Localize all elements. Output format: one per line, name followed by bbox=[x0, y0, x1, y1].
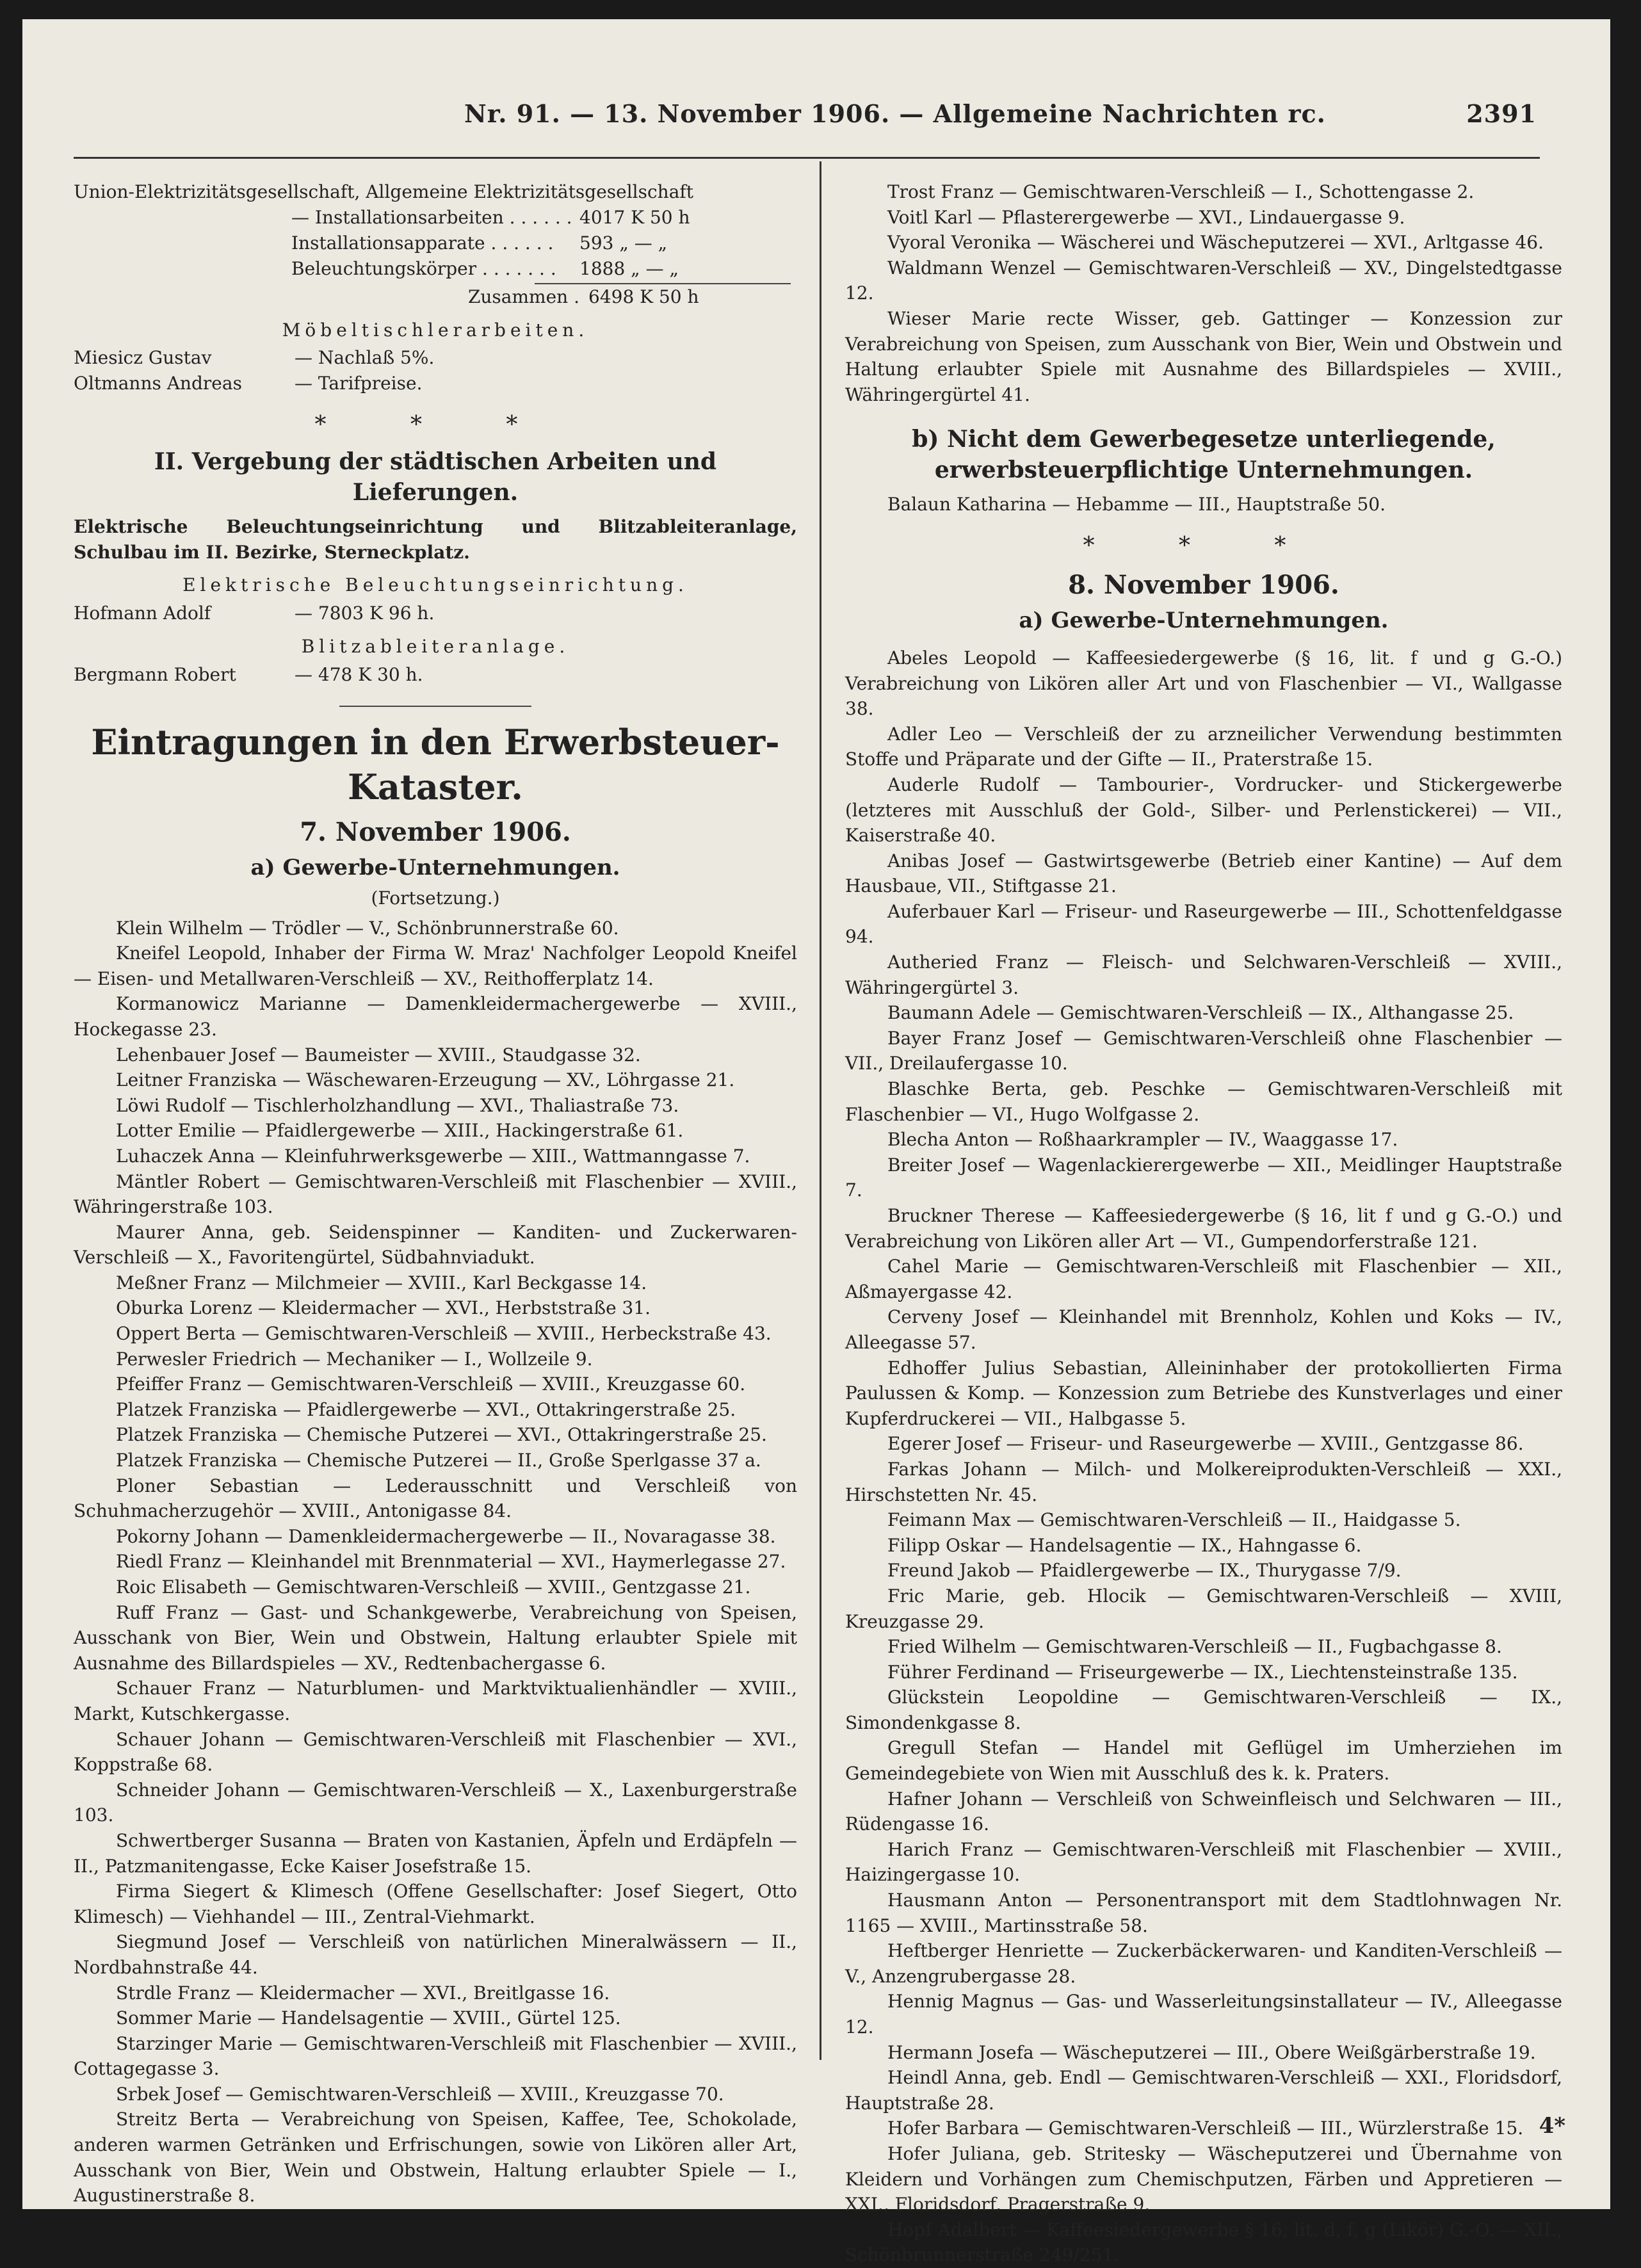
list-item: Lehenbauer Josef — Baumeister — XVIII., Staudgasse 32. bbox=[116, 1044, 641, 1065]
list-item: Harich Franz — Gemischtwaren-Verschleiß mit Flaschenbier — XVIII., Haizingergasse 10. bbox=[845, 1838, 1562, 1886]
list-item: Adler Leo — Verschleiß der zu arzneilicher Verwendung bestimmten Stoffe und Präparate und der Gifte — II., Praterstraße 15. bbox=[845, 723, 1562, 770]
left-column bbox=[74, 179, 797, 2208]
section2-title: II. Vergebung der städtischen Arbeiten und Lieferungen. bbox=[154, 448, 717, 506]
list-item: Streitz Berta — Verabreichung von Speisen, Kaffee, Tee, Schokolade, anderen warmen Getränken und Erfrischungen, sowie von Likören aller Art, Ausschank von Bier, Wein und Obstwein, Haltung erlaubter Spiele — I., Augustinerstraße 8. bbox=[74, 2109, 797, 2207]
list-item: Blaschke Berta, geb. Peschke — Gemischtwaren-Verschleiß mit Flaschenbier — VI., Hugo Wolfgasse 2. bbox=[845, 1078, 1562, 1125]
list-item: Blecha Anton — Roßhaarkrampler — IV., Waaggasse 17. bbox=[887, 1129, 1398, 1151]
subsection-heading: a) Gewerbe-Unternehmungen. bbox=[1019, 607, 1389, 633]
list-item: Riedl Franz — Kleinhandel mit Brennmaterial — XVI., Haymerlegasse 27. bbox=[116, 1551, 786, 1573]
moebel-heading: Möbeltischlerarbeiten. bbox=[282, 319, 589, 341]
installation-list bbox=[74, 205, 797, 310]
list-item: Voitl Karl — Pflasterergewerbe — XVI., Lindauergasse 9. bbox=[887, 206, 1405, 228]
list-item: Bruckner Therese — Kaffeesiedergewerbe (§ 16, lit f und g G.-O.) und Verabreichung von Likören aller Art — VI., Gumpendorferstraße 121. bbox=[845, 1205, 1562, 1252]
list-item: Führer Ferdinand — Friseurgewerbe — IX., Liechtensteinstraße 135. bbox=[887, 1661, 1518, 1683]
list-item: Cahel Marie — Gemischtwaren-Verschleiß mit Flaschenbier — XII., Aßmayergasse 42. bbox=[845, 1256, 1562, 1302]
list-item: Auferbauer Karl — Friseur- und Raseurgewerbe — III., Schottenfeldgasse 94. bbox=[845, 900, 1562, 948]
list-item: Leitner Franziska — Wäschewaren-Erzeugung — XV., Löhrgasse 21. bbox=[116, 1069, 735, 1091]
continuation-note: (Fortsetzung.) bbox=[371, 887, 500, 909]
separator-stars: * * * bbox=[1083, 532, 1325, 559]
list-item: Oppert Berta — Gemischtwaren-Verschleiß — XVIII., Herbeckstraße 43. bbox=[116, 1323, 772, 1345]
section2-desc: Elektrische Beleuchtungseinrichtung und Blitzableiteranlage, Schulbau im II. Bezirke, Sterneckplatz. bbox=[74, 516, 797, 563]
list-item: Gregull Stefan — Handel mit Geflügel im Umherziehen im Gemeindegebiete von Wien mit Ausschluß des k. k. Praters. bbox=[845, 1737, 1562, 1785]
list-item: Kormanowicz Marianne — Damenkleidermachergewerbe — XVIII., Hockegasse 23. bbox=[74, 993, 797, 1040]
list-item: Löwi Rudolf — Tischlerholzhandlung — XVI., Thaliastraße 73. bbox=[116, 1094, 679, 1116]
list-item: Schauer Franz — Naturblumen- und Marktviktualienhändler — XVIII., Markt, Kutschkergasse. bbox=[74, 1678, 797, 1724]
signature-mark: 4* bbox=[1539, 2113, 1565, 2139]
entry-list-top bbox=[845, 179, 1562, 407]
sub1-heading: Elektrische Beleuchtungseinrichtung. bbox=[182, 574, 688, 596]
list-item: Schauer Johann — Gemischtwaren-Verschleiß mit Flaschenbier — XVI., Koppstraße 68. bbox=[74, 1728, 797, 1776]
list-item: Starzinger Marie — Gemischtwaren-Verschleiß mit Flaschenbier — XVIII., Cottagegasse 3. bbox=[74, 2032, 797, 2080]
list-item: Filipp Oskar — Handelsagentie — IX., Hahngasse 6. bbox=[887, 1534, 1362, 1556]
list-item: Glückstein Leopoldine — Gemischtwaren-Verschleiß — IX., Simondenkgasse 8. bbox=[845, 1687, 1562, 1733]
installation-row: Beleuchtungskörper . . . . . . . 1888 „ — „ bbox=[291, 257, 679, 279]
sub2-heading: Blitzableiteranlage. bbox=[301, 635, 570, 657]
list-item: Siegmund Josef — Verschleiß von natürlichen Mineralwässern — II., Nordbahnstraße 44. bbox=[74, 1931, 797, 1978]
list-item: Bayer Franz Josef — Gemischtwaren-Verschleiß ohne Flaschenbier — VII., Dreilaufergasse 10. bbox=[845, 1027, 1562, 1074]
date-heading: 7. November 1906. bbox=[300, 816, 571, 847]
column-divider bbox=[820, 161, 821, 2060]
list-item: Mäntler Robert — Gemischtwaren-Verschleiß mit Flaschenbier — XVIII., Währingerstraße 103. bbox=[74, 1170, 797, 1218]
list-item: Ruff Franz — Gast- und Schankgewerbe, Verabreichung von Speisen, Ausschank von Bier, Wein und Obstwein, Haltung erlaubter Spiele mit Ausnahme des Billardspieles — XV., Redtenbachergasse 6. bbox=[74, 1601, 797, 1674]
entry-list bbox=[845, 645, 1562, 2268]
subsection-heading: a) Gewerbe-Unternehmungen. bbox=[250, 854, 620, 880]
page-number: 2391 bbox=[1466, 99, 1537, 128]
list-item: Firma Siegert & Klimesch (Offene Gesellschafter: Josef Siegert, Otto Klimesch) — Viehhandel — III., Zentral-Viehmarkt. bbox=[74, 1881, 797, 1927]
page bbox=[22, 19, 1610, 2266]
list-item: Schwertberger Susanna — Braten von Kastanien, Äpfeln und Erdäpfeln — II., Patzmanitengasse, Ecke Kaiser Josefstraße 15. bbox=[74, 1829, 797, 1877]
list-item: Sommer Marie — Handelsagentie — XVIII., Gürtel 125. bbox=[116, 2007, 621, 2029]
list-item: Heindl Anna, geb. Endl — Gemischtwaren-Verschleiß — XXI., Floridsdorf, Hauptstraße 28. bbox=[845, 2067, 1562, 2114]
list-item: Hennig Magnus — Gas- und Wasserleitungsinstallateur — IV., Alleegasse 12. bbox=[845, 1991, 1562, 2037]
list-item: Breiter Josef — Wagenlackierergewerbe — XII., Meidlinger Hauptstraße 7. bbox=[845, 1154, 1562, 1201]
list-item: Schneider Johann — Gemischtwaren-Verschleiß — X., Laxenburgerstraße 103. bbox=[74, 1779, 797, 1826]
moebel-row: Miesicz Gustav — Nachlaß 5%. bbox=[74, 347, 435, 369]
list-item: Ploner Sebastian — Lederausschnitt und Verschleiß von Schuhmacherzugehör — XVIII., Antonigasse 84. bbox=[74, 1475, 797, 1522]
section-b-heading: b) Nicht dem Gewerbegesetze unterliegende, erwerbsteuerpflichtige Unternehmungen. bbox=[912, 426, 1496, 484]
list-item: Perwesler Friedrich — Mechaniker — I., Wollzeile 9. bbox=[116, 1348, 593, 1370]
installation-row: — Installationsarbeiten . . . . . . 4017 K 50 h bbox=[291, 206, 690, 228]
list-item: Cerveny Josef — Kleinhandel mit Brennholz, Kohlen und Koks — IV., Alleegasse 57. bbox=[845, 1306, 1562, 1353]
section-rule bbox=[339, 706, 531, 707]
right-column bbox=[845, 179, 1562, 2268]
date-heading: 8. November 1906. bbox=[1068, 569, 1339, 600]
list-item: Waldmann Wenzel — Gemischtwaren-Verschleiß — XV., Dingelstedtgasse 12. bbox=[845, 257, 1562, 304]
list-item: Baumann Adele — Gemischtwaren-Verschleiß — IX., Althangasse 25. bbox=[887, 1002, 1514, 1024]
list-item: Trost Franz — Gemischtwaren-Verschleiß — I., Schottengasse 2. bbox=[887, 181, 1475, 202]
list-item: Hafner Johann — Verschleiß von Schweinfleisch und Selchwaren — III., Rüdengasse 16. bbox=[845, 1788, 1562, 1835]
entry-list bbox=[74, 916, 797, 2208]
list-item: Fric Marie, geb. Hlocik — Gemischtwaren-Verschleiß — XVIII, Kreuzgasse 29. bbox=[845, 1585, 1562, 1632]
list-item: Pfeiffer Franz — Gemischtwaren-Verschleiß — XVIII., Kreuzgasse 60. bbox=[116, 1373, 746, 1395]
list-item: Lotter Emilie — Pfaidlergewerbe — XIII., Hackingerstraße 61. bbox=[116, 1120, 684, 1142]
list-item: Srbek Josef — Gemischtwaren-Verschleiß — XVIII., Kreuzgasse 70. bbox=[116, 2083, 724, 2105]
sub2-row: Bergmann Robert — 478 K 30 h. bbox=[74, 663, 423, 685]
installation-row: Installationsapparate . . . . . . 593 „ — „ bbox=[291, 232, 668, 254]
company-heading: Union-Elektrizitätsgesellschaft, Allgemeine Elektrizitätsgesellschaft bbox=[74, 181, 694, 202]
list-item: Maurer Anna, geb. Seidenspinner — Kanditen- und Zuckerwaren-Verschleiß — X., Favoritengürtel, Südbahnviadukt. bbox=[74, 1221, 797, 1268]
moebel-row: Oltmanns Andreas — Tarifpreise. bbox=[74, 373, 423, 394]
list-item: Autheried Franz — Fleisch- und Selchwaren-Verschleiß — XVIII., Währingergürtel 3. bbox=[845, 952, 1562, 998]
list-item: Platzek Franziska — Pfaidlergewerbe — XVI., Ottakringerstraße 25. bbox=[116, 1398, 736, 1420]
list-item: Kneifel Leopold, Inhaber der Firma W. Mraz' Nachfolger Leopold Kneifel — Eisen- und Metallwaren-Verschleiß — XV., Reithofferplatz 14. bbox=[74, 943, 797, 989]
list-item: Platzek Franziska — Chemische Putzerei — II., Große Sperlgasse 37 a. bbox=[116, 1450, 761, 1471]
separator-stars: * * * bbox=[314, 412, 556, 439]
list-item: Strdle Franz — Kleidermacher — XVI., Breitlgasse 16. bbox=[116, 1982, 610, 2004]
list-item: Farkas Johann — Milch- und Molkereiprodukten-Verschleiß — XXI., Hirschstetten Nr. 45. bbox=[845, 1458, 1562, 1505]
list-item: Pokorny Johann — Damenkleidermachergewerbe — II., Novaragasse 38. bbox=[116, 1525, 776, 1547]
header-title: Nr. 91. — 13. November 1906. — Allgemeine Nachrichten rc. bbox=[464, 99, 1326, 128]
list-item: Vyoral Veronika — Wäscherei und Wäscheputzerei — XVI., Arltgasse 46. bbox=[887, 232, 1544, 254]
list-item: Platzek Franziska — Chemische Putzerei — XVI., Ottakringerstraße 25. bbox=[116, 1424, 767, 1446]
list-item: Roic Elisabeth — Gemischtwaren-Verschleiß — XVIII., Gentzgasse 21. bbox=[116, 1576, 751, 1598]
list-item: Feimann Max — Gemischtwaren-Verschleiß — II., Haidgasse 5. bbox=[887, 1509, 1461, 1531]
list-item: Hausmann Anton — Personentransport mit dem Stadtlohnwagen Nr. 1165 — XVIII., Martinsstraße 58. bbox=[845, 1890, 1562, 1936]
list-item: Hofer Barbara — Gemischtwaren-Verschleiß — III., Würzlerstraße 15. bbox=[887, 2118, 1524, 2139]
list-item: Egerer Josef — Friseur- und Raseurgewerbe — XVIII., Gentzgasse 86. bbox=[887, 1433, 1524, 1455]
list-item: Wieser Marie recte Wisser, geb. Gattinger — Konzession zur Verabreichung von Speisen, zum Ausschank von Bier, Wein und Obstwein und Haltung erlaubter Spiele mit Ausnahme des Billardspieles — XVIII., Währingergürtel 41. bbox=[845, 307, 1562, 405]
running-header bbox=[464, 99, 1537, 144]
list-item: Klein Wilhelm — Trödler — V., Schönbrunnerstraße 60. bbox=[116, 917, 619, 939]
list-item: Balaun Katharina — Hebamme — III., Hauptstraße 50. bbox=[887, 494, 1386, 515]
header-rule bbox=[74, 157, 1540, 159]
list-item: Fried Wilhelm — Gemischtwaren-Verschleiß — II., Fugbachgasse 8. bbox=[887, 1636, 1502, 1658]
sub1-row: Hofmann Adolf — 7803 K 96 h. bbox=[74, 602, 435, 624]
list-item: Heftberger Henriette — Zuckerbäckerwaren- und Kanditen-Verschleiß — V., Anzengrubergasse 28. bbox=[845, 1940, 1562, 1987]
list-item: Edhoffer Julius Sebastian, Alleininhaber der protokollierten Firma Paulussen & Komp. — Konzession zum Betriebe des Kunstverlages und einer Kupferdruckerei — VII., Halbgasse 5. bbox=[845, 1357, 1562, 1429]
list-item: Hermann Josefa — Wäscheputzerei — III., Obere Weißgärberstraße 19. bbox=[887, 2041, 1536, 2063]
list-item: Auderle Rudolf — Tambourier-, Vordrucker- und Stickergewerbe (letzteres mit Ausschluß der Gold-, Silber- und Perlenstickerei) — VII., Kaiserstraße 40. bbox=[845, 774, 1562, 846]
sum-row: Zusammen . 6498 K 50 h bbox=[467, 286, 699, 307]
list-item: Abeles Leopold — Kaffeesiedergewerbe (§ 16, lit. f und g G.-O.) Verabreichung von Likören aller Art und von Flaschenbier — VI., Wallgasse 38. bbox=[845, 647, 1562, 720]
kataster-title: Eintragungen in den Erwerbsteuer-Kataster. bbox=[91, 721, 780, 807]
list-item: Anibas Josef — Gastwirtsgewerbe (Betrieb einer Kantine) — Auf dem Hausbaue, VII., Stiftgasse 21. bbox=[845, 850, 1562, 897]
list-item: Meßner Franz — Milchmeier — XVIII., Karl Beckgasse 14. bbox=[116, 1272, 647, 1293]
list-item: Luhaczek Anna — Kleinfuhrwerksgewerbe — XIII., Wattmanngasse 7. bbox=[116, 1145, 750, 1167]
list-item: Hofer Juliana, geb. Stritesky — Wäscheputzerei und Übernahme von Kleidern und Vorhängen zum Chemischputzen, Färben und Appretieren — XXI., Floridsdorf, Pragerstraße 9. bbox=[845, 2142, 1562, 2215]
list-item: Hopf Adalbert — Kaffeesiedergewerbe § 16, lit. d, f, g (Likör) G.-O. — XII., Schönbrunnerstraße 249/251. bbox=[845, 2219, 1562, 2266]
list-item: Freund Jakob — Pfaidlergewerbe — IX., Thurygasse 7/9. bbox=[887, 1560, 1402, 1582]
list-item: Oburka Lorenz — Kleidermacher — XVI., Herbststraße 31. bbox=[116, 1297, 651, 1319]
